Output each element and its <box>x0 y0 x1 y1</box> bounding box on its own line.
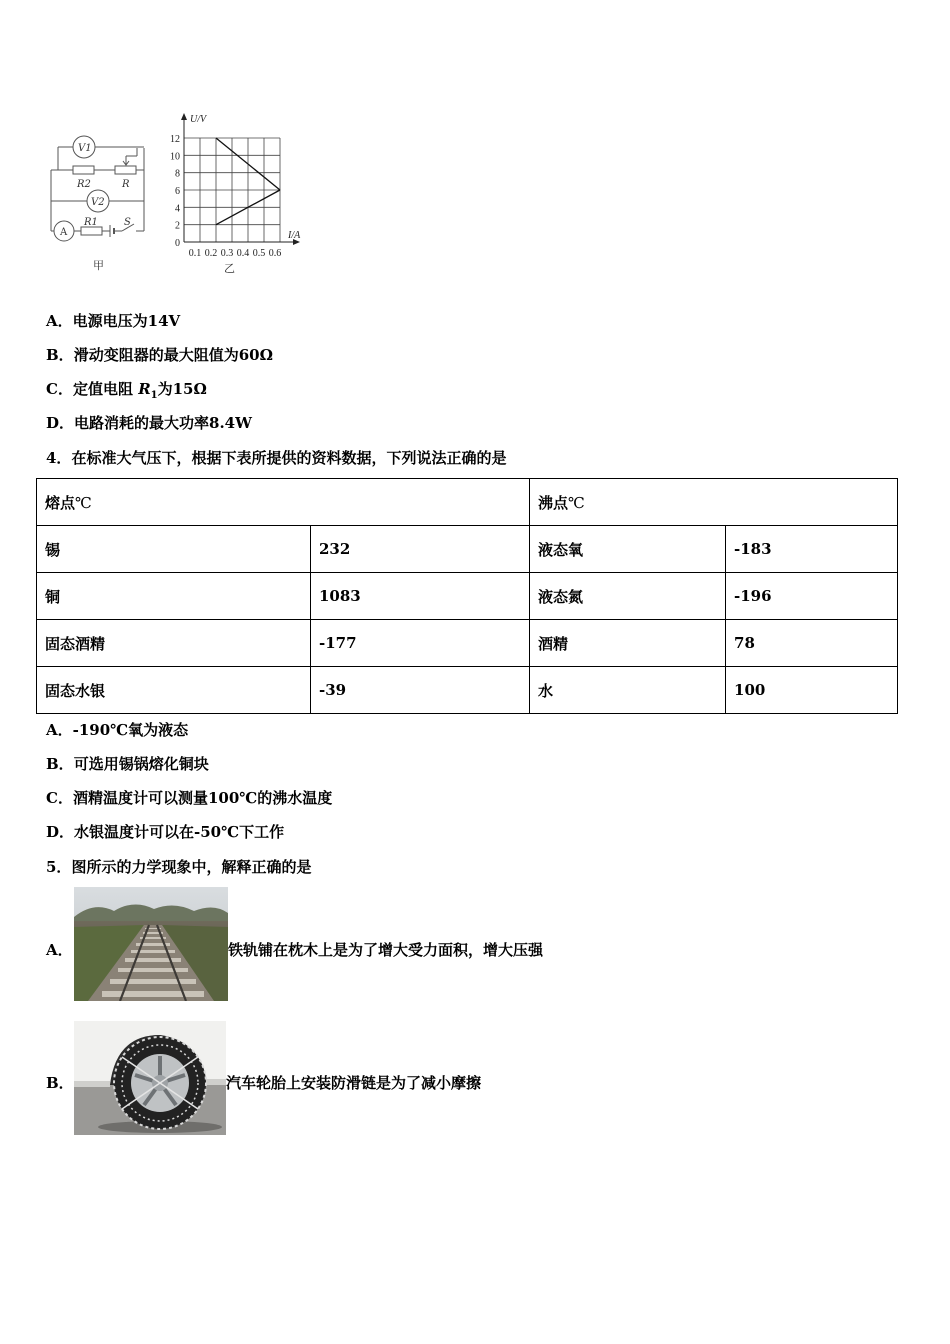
table-cell: 液态氧 <box>530 526 726 573</box>
circuit-diagram <box>44 128 154 278</box>
y-tick-label: 4 <box>175 203 180 215</box>
q4-option-b[interactable] <box>46 754 209 774</box>
option-letter: D． <box>46 823 75 841</box>
table-cell: 232 <box>311 526 530 573</box>
table-row <box>37 573 898 620</box>
melting-point-header: 熔点℃ <box>37 479 530 526</box>
question-text: 图所示的力学现象中，解释正确的是 <box>71 858 312 876</box>
option-letter: C． <box>46 789 73 807</box>
v1-label: V1 <box>78 143 92 154</box>
q5-option-b-letter[interactable]: B． <box>46 1074 74 1092</box>
x-tick-label: 0.1 <box>188 248 202 259</box>
railway-track-photo <box>74 887 228 1001</box>
x-tick-label: 0.3 <box>220 248 234 259</box>
table-cell: 固态水银 <box>37 667 311 714</box>
ammeter-label: A <box>60 227 68 238</box>
q4-option-a[interactable] <box>46 720 188 740</box>
y-axis-arrow <box>181 113 187 120</box>
x-tick-label: 0.4 <box>236 248 250 259</box>
switch-label: S <box>124 217 131 228</box>
option-text: 电源电压为14V <box>72 312 181 330</box>
question-5-stem <box>46 857 311 877</box>
x-tick-label: 0.2 <box>204 248 218 259</box>
resistor-symbol: R <box>138 380 151 398</box>
y-axis-label: U/V <box>190 114 207 125</box>
option-letter: B． <box>46 346 74 364</box>
tire-snow-chain-photo <box>74 1021 226 1135</box>
q4-option-d[interactable] <box>46 822 284 842</box>
x-tick-label: 0.6 <box>268 248 282 259</box>
option-text: -190℃氧为液态 <box>72 721 189 739</box>
melting-boiling-table <box>36 478 898 714</box>
option-letter: D． <box>46 414 75 432</box>
q5-option-a-text[interactable]: 铁轨铺在枕木上是为了增大受力面积，增大压强 <box>228 941 544 959</box>
table-row <box>37 620 898 667</box>
r1-label: R1 <box>84 217 98 228</box>
table-cell: 100 <box>726 667 898 714</box>
v2-label: V2 <box>91 197 105 208</box>
table-cell: -177 <box>311 620 530 667</box>
y-tick-label: 10 <box>170 151 180 163</box>
u-i-graph <box>160 110 305 278</box>
table-header-row <box>37 479 898 526</box>
table-row <box>37 667 898 714</box>
q5-option-b-text[interactable]: 汽车轮胎上安装防滑链是为了减小摩擦 <box>226 1074 482 1092</box>
table-cell: -196 <box>726 573 898 620</box>
table-cell: 1083 <box>311 573 530 620</box>
y-tick-label: 6 <box>175 186 180 197</box>
question-number: 4． <box>46 449 72 467</box>
q3-option-b[interactable] <box>46 345 273 365</box>
table-cell: -39 <box>311 667 530 714</box>
option-letter: A． <box>46 312 73 330</box>
y-tick-label: 0 <box>175 238 180 249</box>
table-cell: 固态酒精 <box>37 620 311 667</box>
option-text: 电路消耗的最大功率8.4W <box>74 414 252 432</box>
option-letter: A． <box>46 721 73 739</box>
question-text: 在标准大气压下，根据下表所提供的资料数据，下列说法正确的是 <box>71 449 507 467</box>
table-cell: 水 <box>530 667 726 714</box>
option-text: 定值电阻 <box>72 380 139 398</box>
table-cell: -183 <box>726 526 898 573</box>
option-text: 滑动变阻器的最大阻值为60Ω <box>73 346 273 364</box>
y-tick-label: 12 <box>170 134 180 145</box>
option-text: 可选用锡锅熔化铜块 <box>73 755 209 773</box>
table-cell: 78 <box>726 620 898 667</box>
figure-b-caption: 乙 <box>224 262 235 275</box>
figure-a-caption: 甲 <box>93 259 104 272</box>
q5-option-a-letter[interactable]: A． <box>46 941 73 959</box>
boiling-point-header: 沸点℃ <box>530 479 898 526</box>
option-letter: C． <box>46 380 73 398</box>
table-cell: 液态氮 <box>530 573 726 620</box>
option-text: 酒精温度计可以测量100℃的沸水温度 <box>72 789 333 807</box>
resistor-subscript: 1 <box>150 390 158 401</box>
table-cell: 锡 <box>37 526 311 573</box>
q3-option-d[interactable] <box>46 413 252 433</box>
x-axis-label: I/A <box>288 230 301 241</box>
x-tick-label: 0.5 <box>252 248 266 259</box>
table-cell: 酒精 <box>530 620 726 667</box>
option-text: 为15Ω <box>157 380 207 398</box>
y-tick-label: 2 <box>175 220 180 232</box>
table-cell: 铜 <box>37 573 311 620</box>
option-text: 水银温度计可以在-50℃下工作 <box>74 823 285 841</box>
r-label: R <box>122 179 130 190</box>
table-row <box>37 526 898 573</box>
y-tick-label: 8 <box>175 168 180 180</box>
question-4-stem <box>46 448 506 468</box>
q3-option-c[interactable] <box>46 379 207 406</box>
r2-label: R2 <box>77 179 91 190</box>
question-number: 5． <box>46 858 72 876</box>
q4-option-c[interactable] <box>46 788 332 808</box>
option-letter: B． <box>46 755 74 773</box>
q3-option-a[interactable] <box>46 311 180 331</box>
